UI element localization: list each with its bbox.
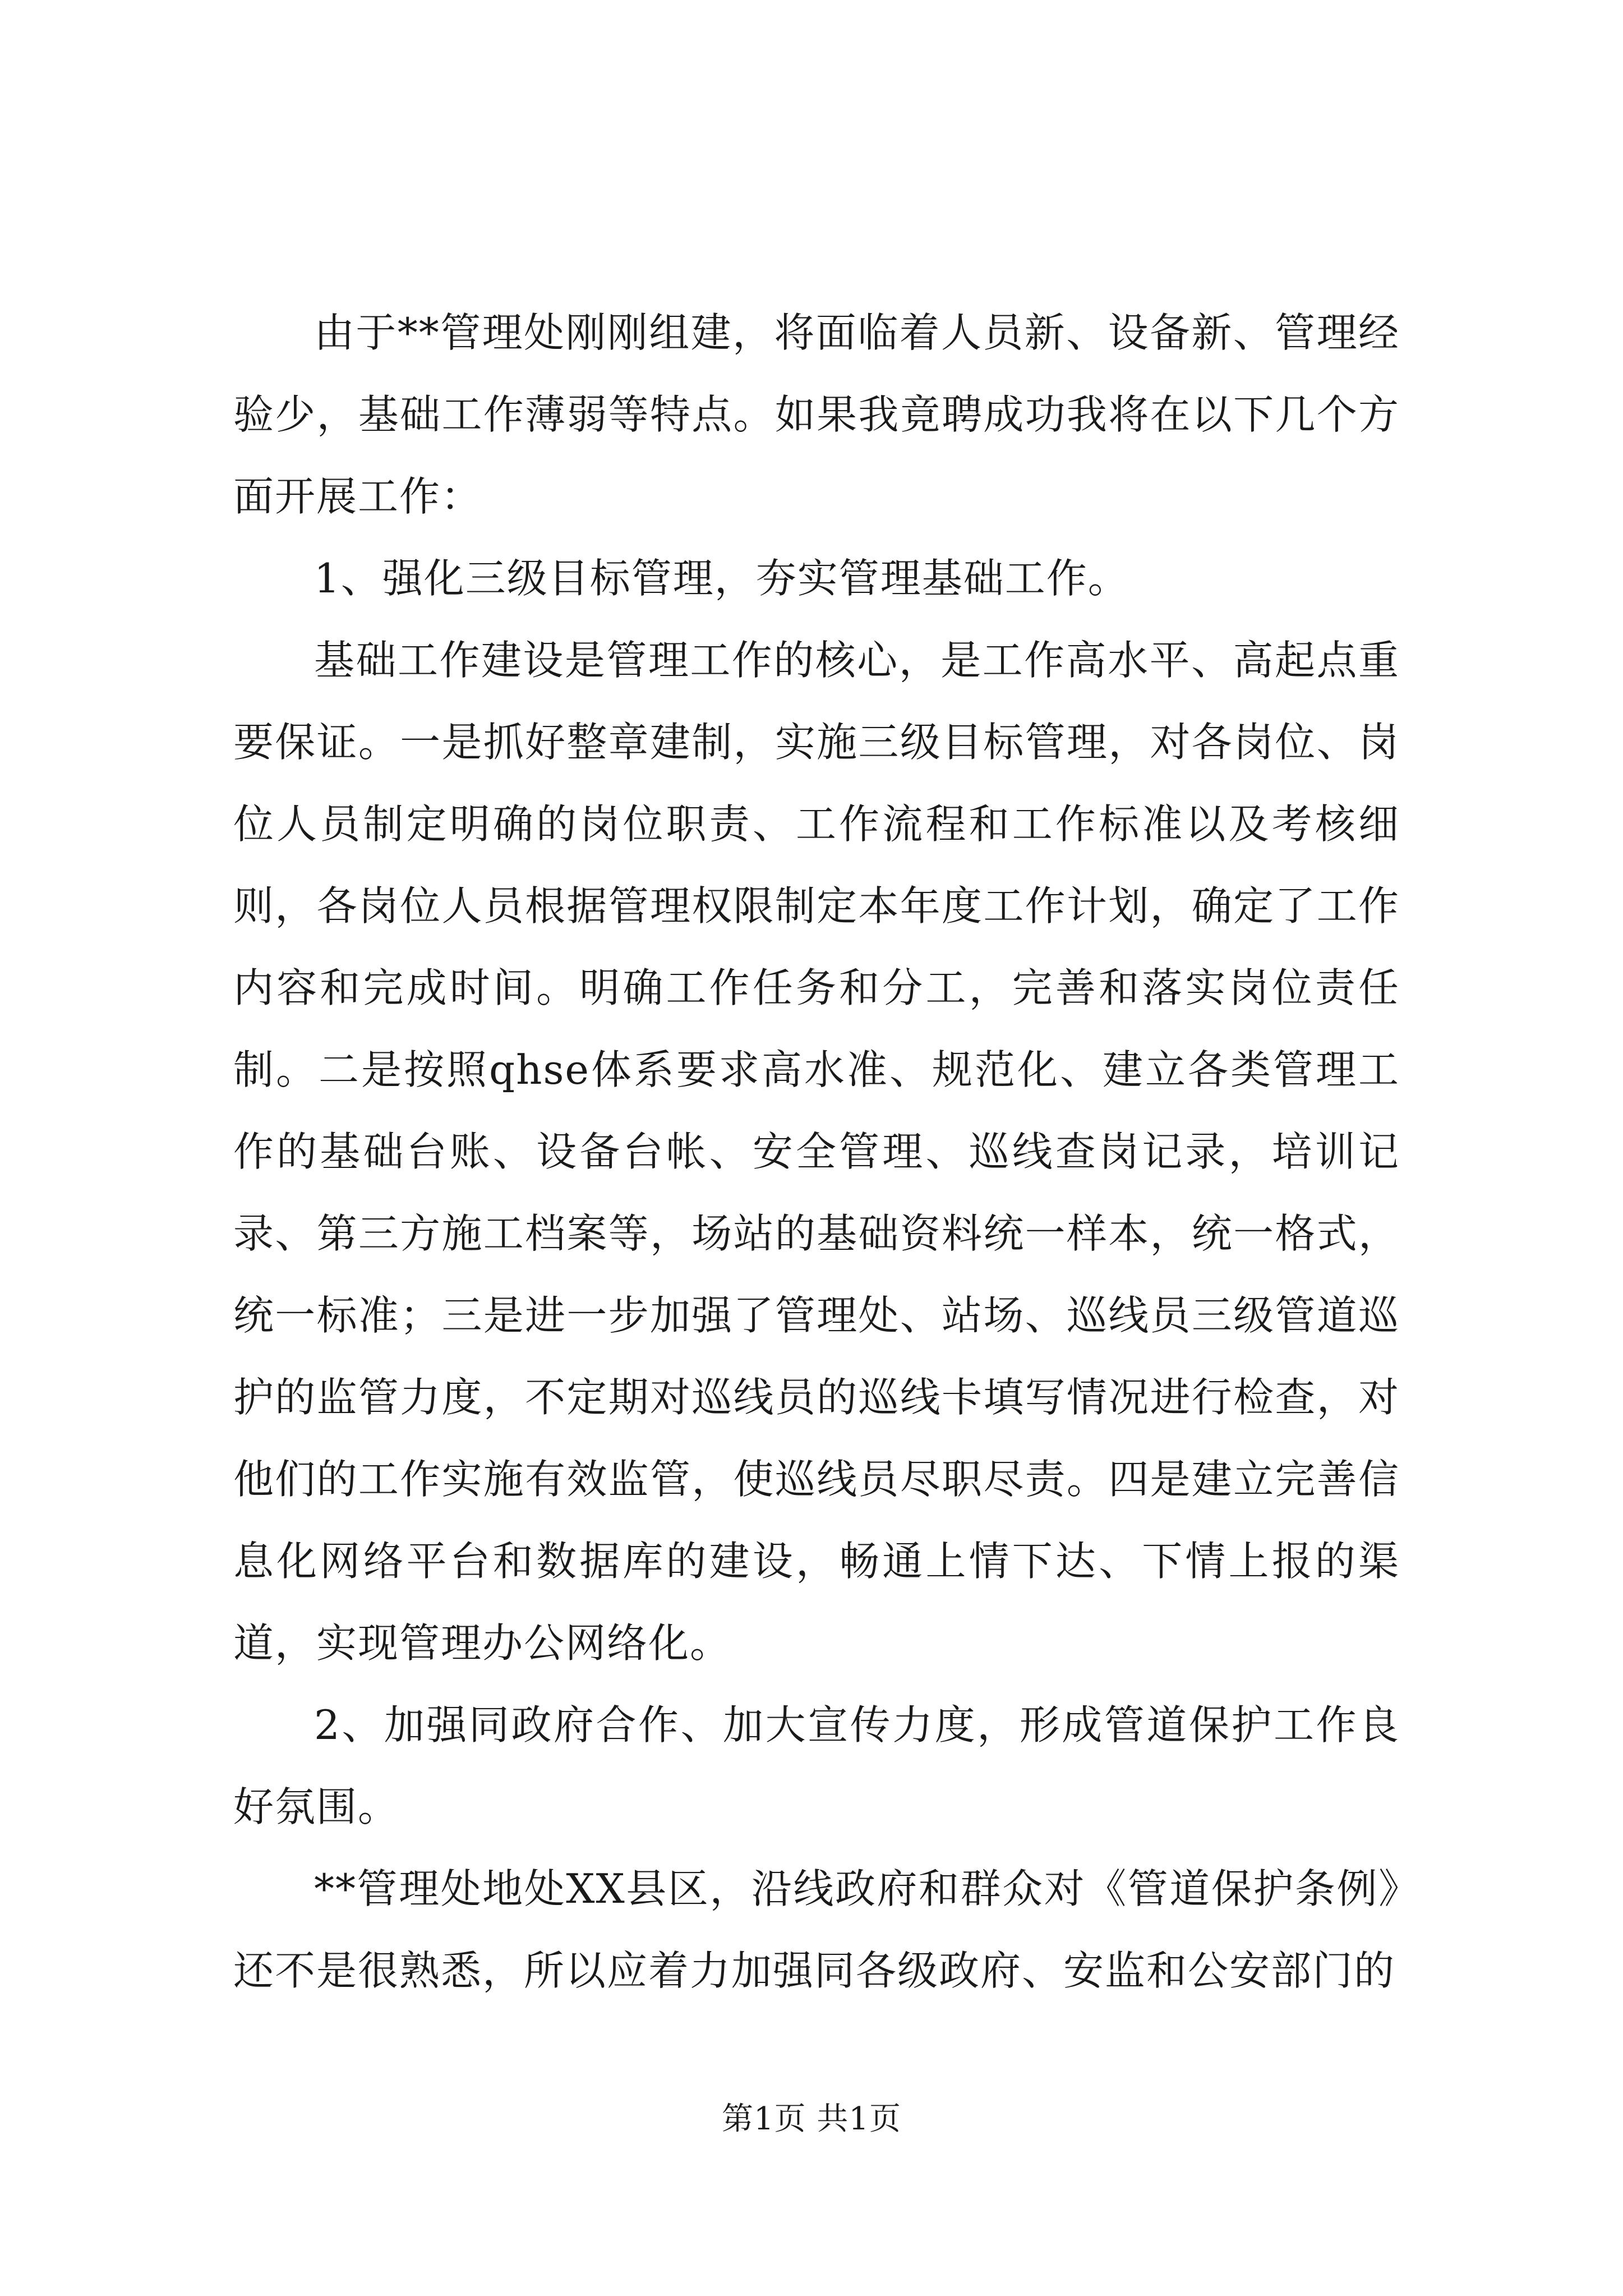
page-footer: 第1页 共1页: [721, 2101, 902, 2137]
document-body: [233, 292, 1400, 2012]
heading-point-2: 2、加强同政府合作、加大宣传力度，形成管道保护工作良好氛围。: [233, 1701, 1400, 1830]
paragraph-intro: 由于**管理处刚刚组建，将面临着人员新、设备新、管理经验少，基础工作薄弱等特点。如果我竟聘成功我将在以下几个方面开展工作：: [233, 309, 1400, 520]
paragraph-point-2-body: **管理处地处XX县区，沿线政府和群众对《管道保护条例》还不是很熟悉，所以应着力加强同各级政府、安监和公安部门的: [233, 1865, 1400, 1994]
paragraph-point-1-body: 基础工作建设是管理工作的核心，是工作高水平、高起点重要保证。一是抓好整章建制，实施三级目标管理，对各岗位、岗位人员制定明确的岗位职责、工作流程和工作标准以及考核细则，各岗位人员根据管理权限制定本年度工作计划，确定了工作内容和完成时间。明确工作任务和分工，完善和落实岗位责任制。二是按照qhse体系要求高水准、规范化、建立各类管理工作的基础台账、设备台帐、安全管理、巡线查岗记录，培训记录、第三方施工档案等，场站的基础资料统一样本，统一格式，统一标准；三是进一步加强了管理处、站场、巡线员三级管道巡护的监管力度，不定期对巡线员的巡线卡填写情况进行检查，对他们的工作实施有效监管，使巡线员尽职尽责。四是建立完善信息化网络平台和数据库的建设，畅通上情下达、下情上报的渠道，实现管理办公网络化。: [233, 637, 1400, 1667]
heading-point-1: 1、强化三级目标管理，夯实管理基础工作。: [314, 555, 1129, 602]
